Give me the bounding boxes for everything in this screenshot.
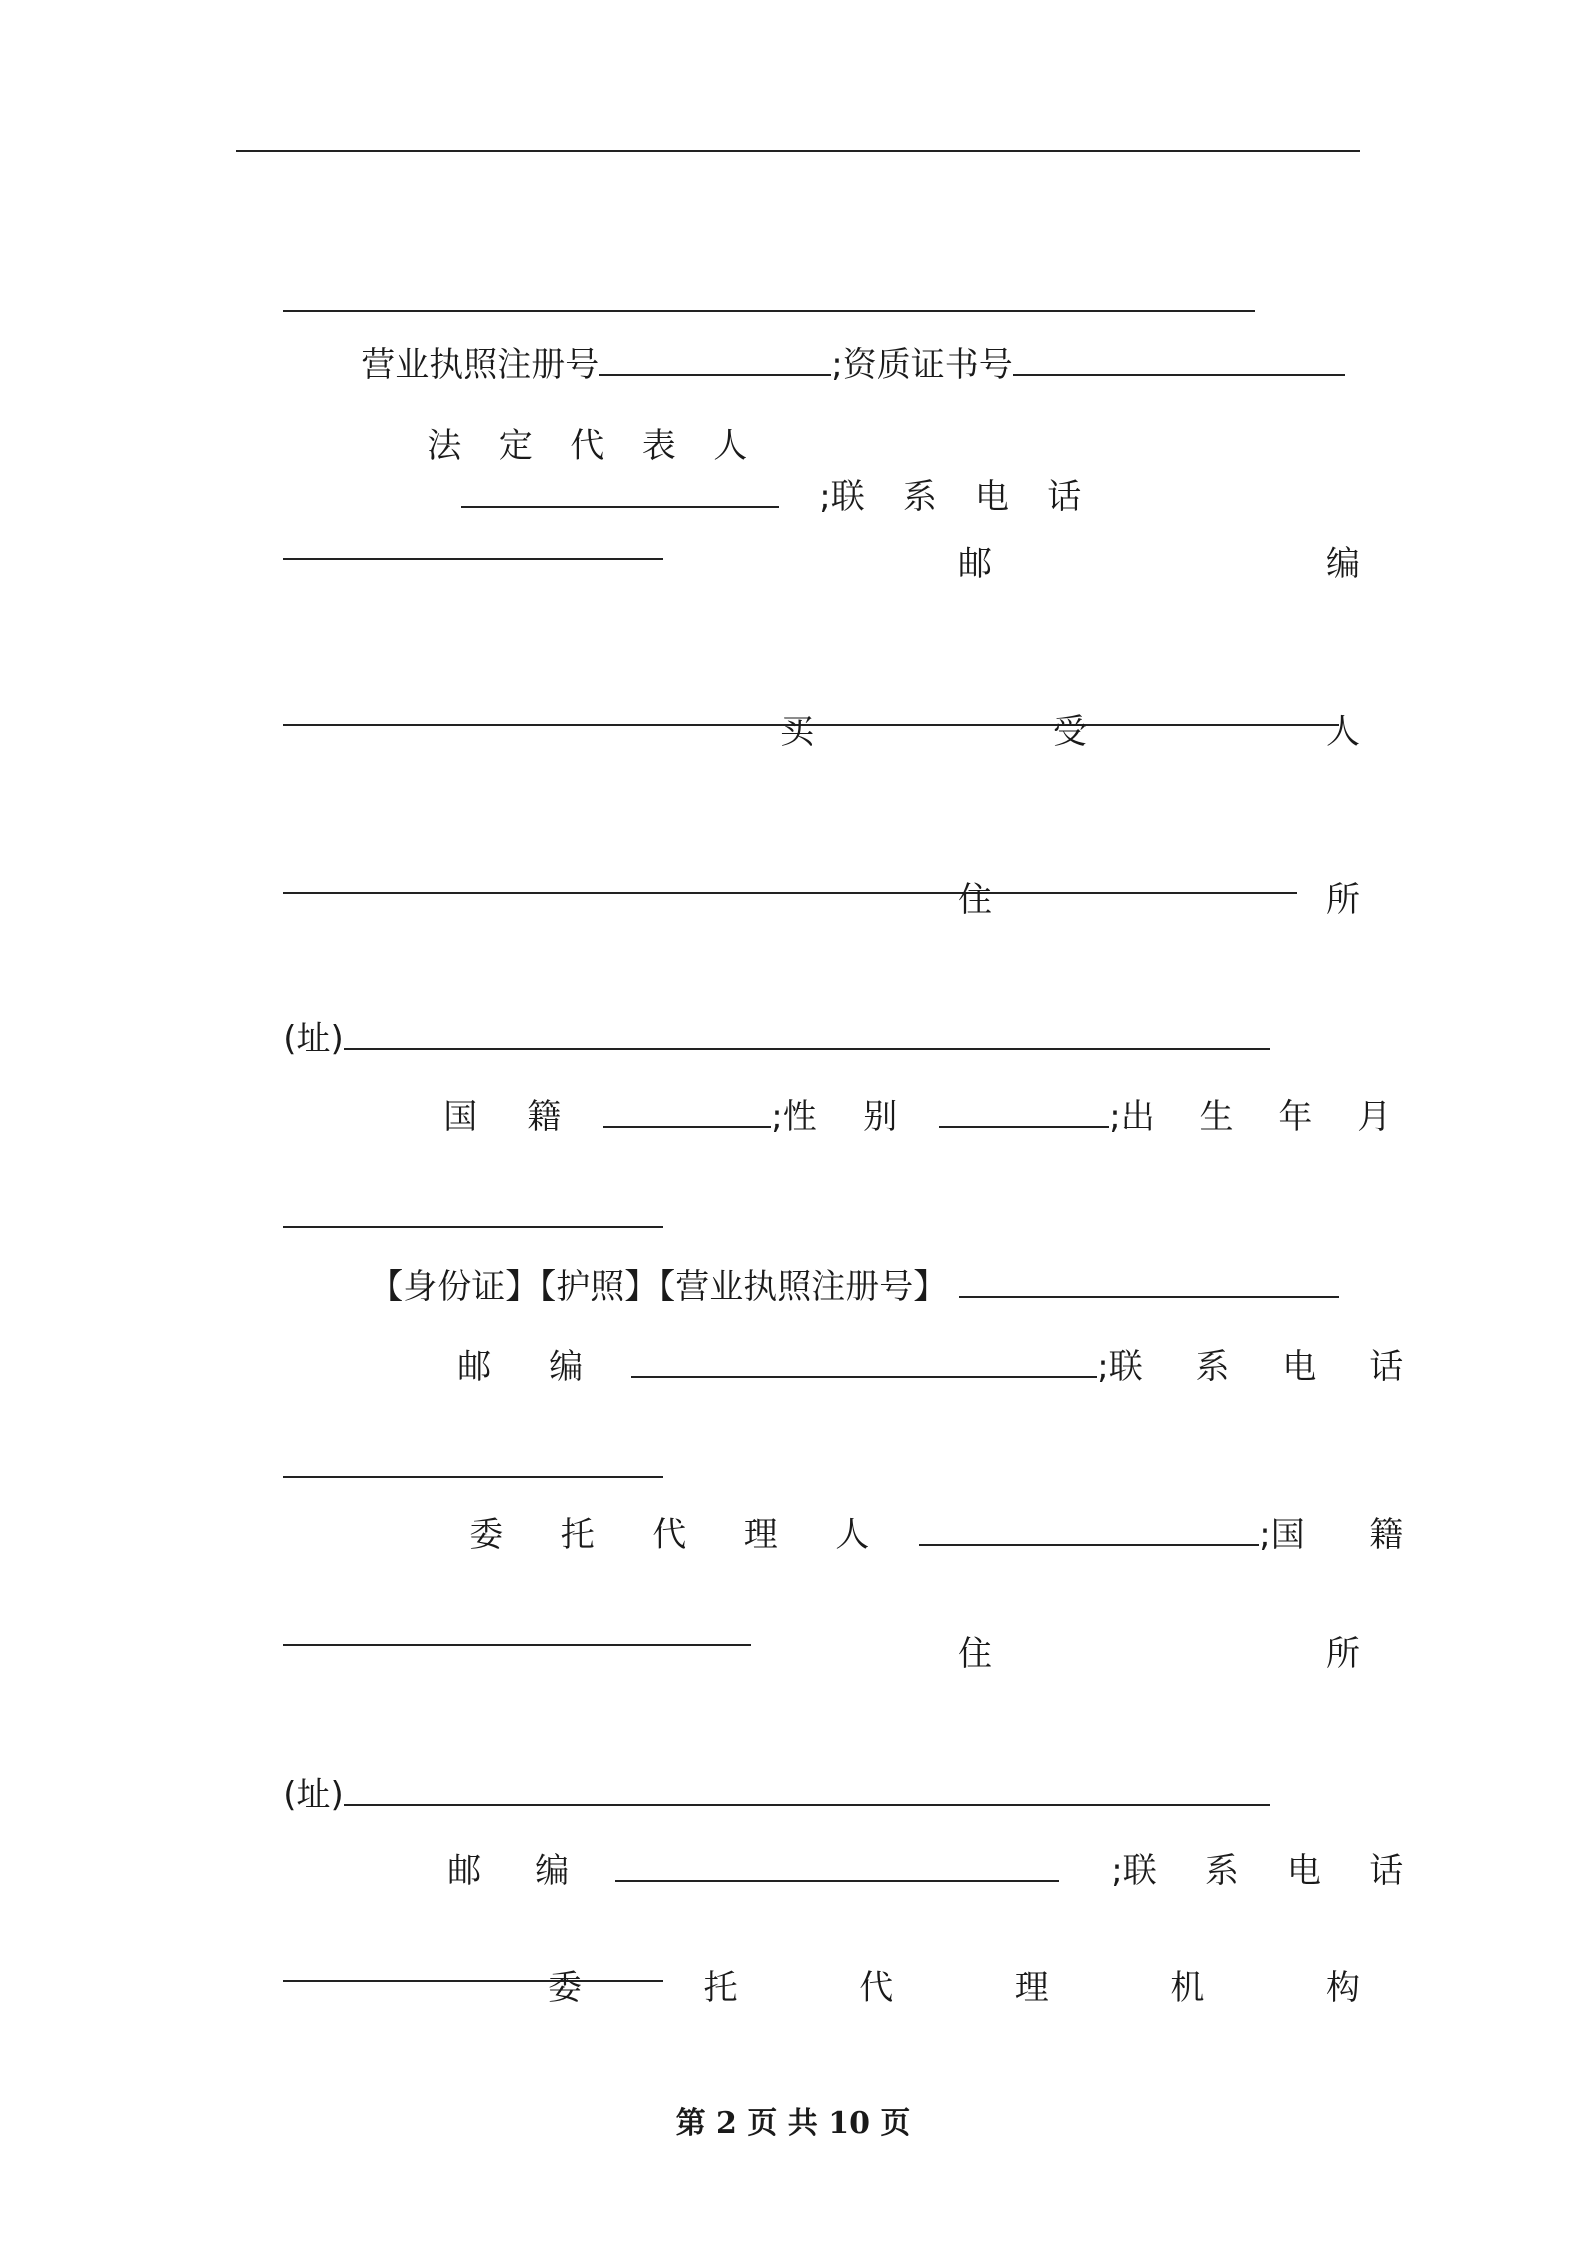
- agent-label: 委 托 代 理 人: [469, 1515, 870, 1555]
- postcode-label: 邮 编: [958, 544, 1360, 584]
- postcode2-label: 邮 编: [457, 1347, 584, 1387]
- registration-label: 营业执照注册号: [361, 345, 600, 385]
- gender-blank[interactable]: [939, 1090, 1109, 1128]
- residence-label: 住 所: [958, 880, 1360, 920]
- registration-blank[interactable]: [599, 338, 831, 376]
- residence2-label: 住 所: [958, 1634, 1360, 1674]
- birth-label: ;出 生 年 月: [1109, 1097, 1392, 1137]
- gender-label: ;性 别: [771, 1097, 898, 1137]
- agent-nationality-label: ;国 籍: [1259, 1515, 1404, 1555]
- agency-label: 委 托 代 理 机 构: [548, 1968, 1360, 2008]
- legal-rep-label: 法 定 代 表 人: [427, 426, 748, 466]
- qualification-label: ;资质证书号: [831, 345, 1013, 385]
- qualification-blank[interactable]: [1013, 338, 1345, 376]
- postcode2-blank[interactable]: [631, 1340, 1097, 1378]
- address-label: (址): [283, 1019, 344, 1059]
- postcode3-label: 邮 编: [447, 1851, 570, 1891]
- phone-label: ;联 系 电 话: [819, 477, 1082, 517]
- phone2-label: ;联 系 电 话: [1097, 1347, 1404, 1387]
- postcode3-blank[interactable]: [615, 1844, 1059, 1882]
- address2-label: (址): [283, 1775, 344, 1815]
- nationality-blank[interactable]: [603, 1090, 771, 1128]
- nationality-label: 国 籍: [443, 1097, 562, 1137]
- header-rule: [236, 150, 1360, 152]
- id-label: 【身份证】【护照】【营业执照注册号】: [369, 1267, 948, 1307]
- phone3-label: ;联 系 电 话: [1111, 1851, 1404, 1891]
- page-footer: 第 2 页 共 10 页: [675, 2106, 911, 2141]
- buyer-label: 买 受 人: [780, 712, 1360, 752]
- agent-nationality-blank[interactable]: [283, 1608, 751, 1646]
- agent-blank[interactable]: [919, 1508, 1259, 1546]
- phone-blank[interactable]: [283, 522, 663, 560]
